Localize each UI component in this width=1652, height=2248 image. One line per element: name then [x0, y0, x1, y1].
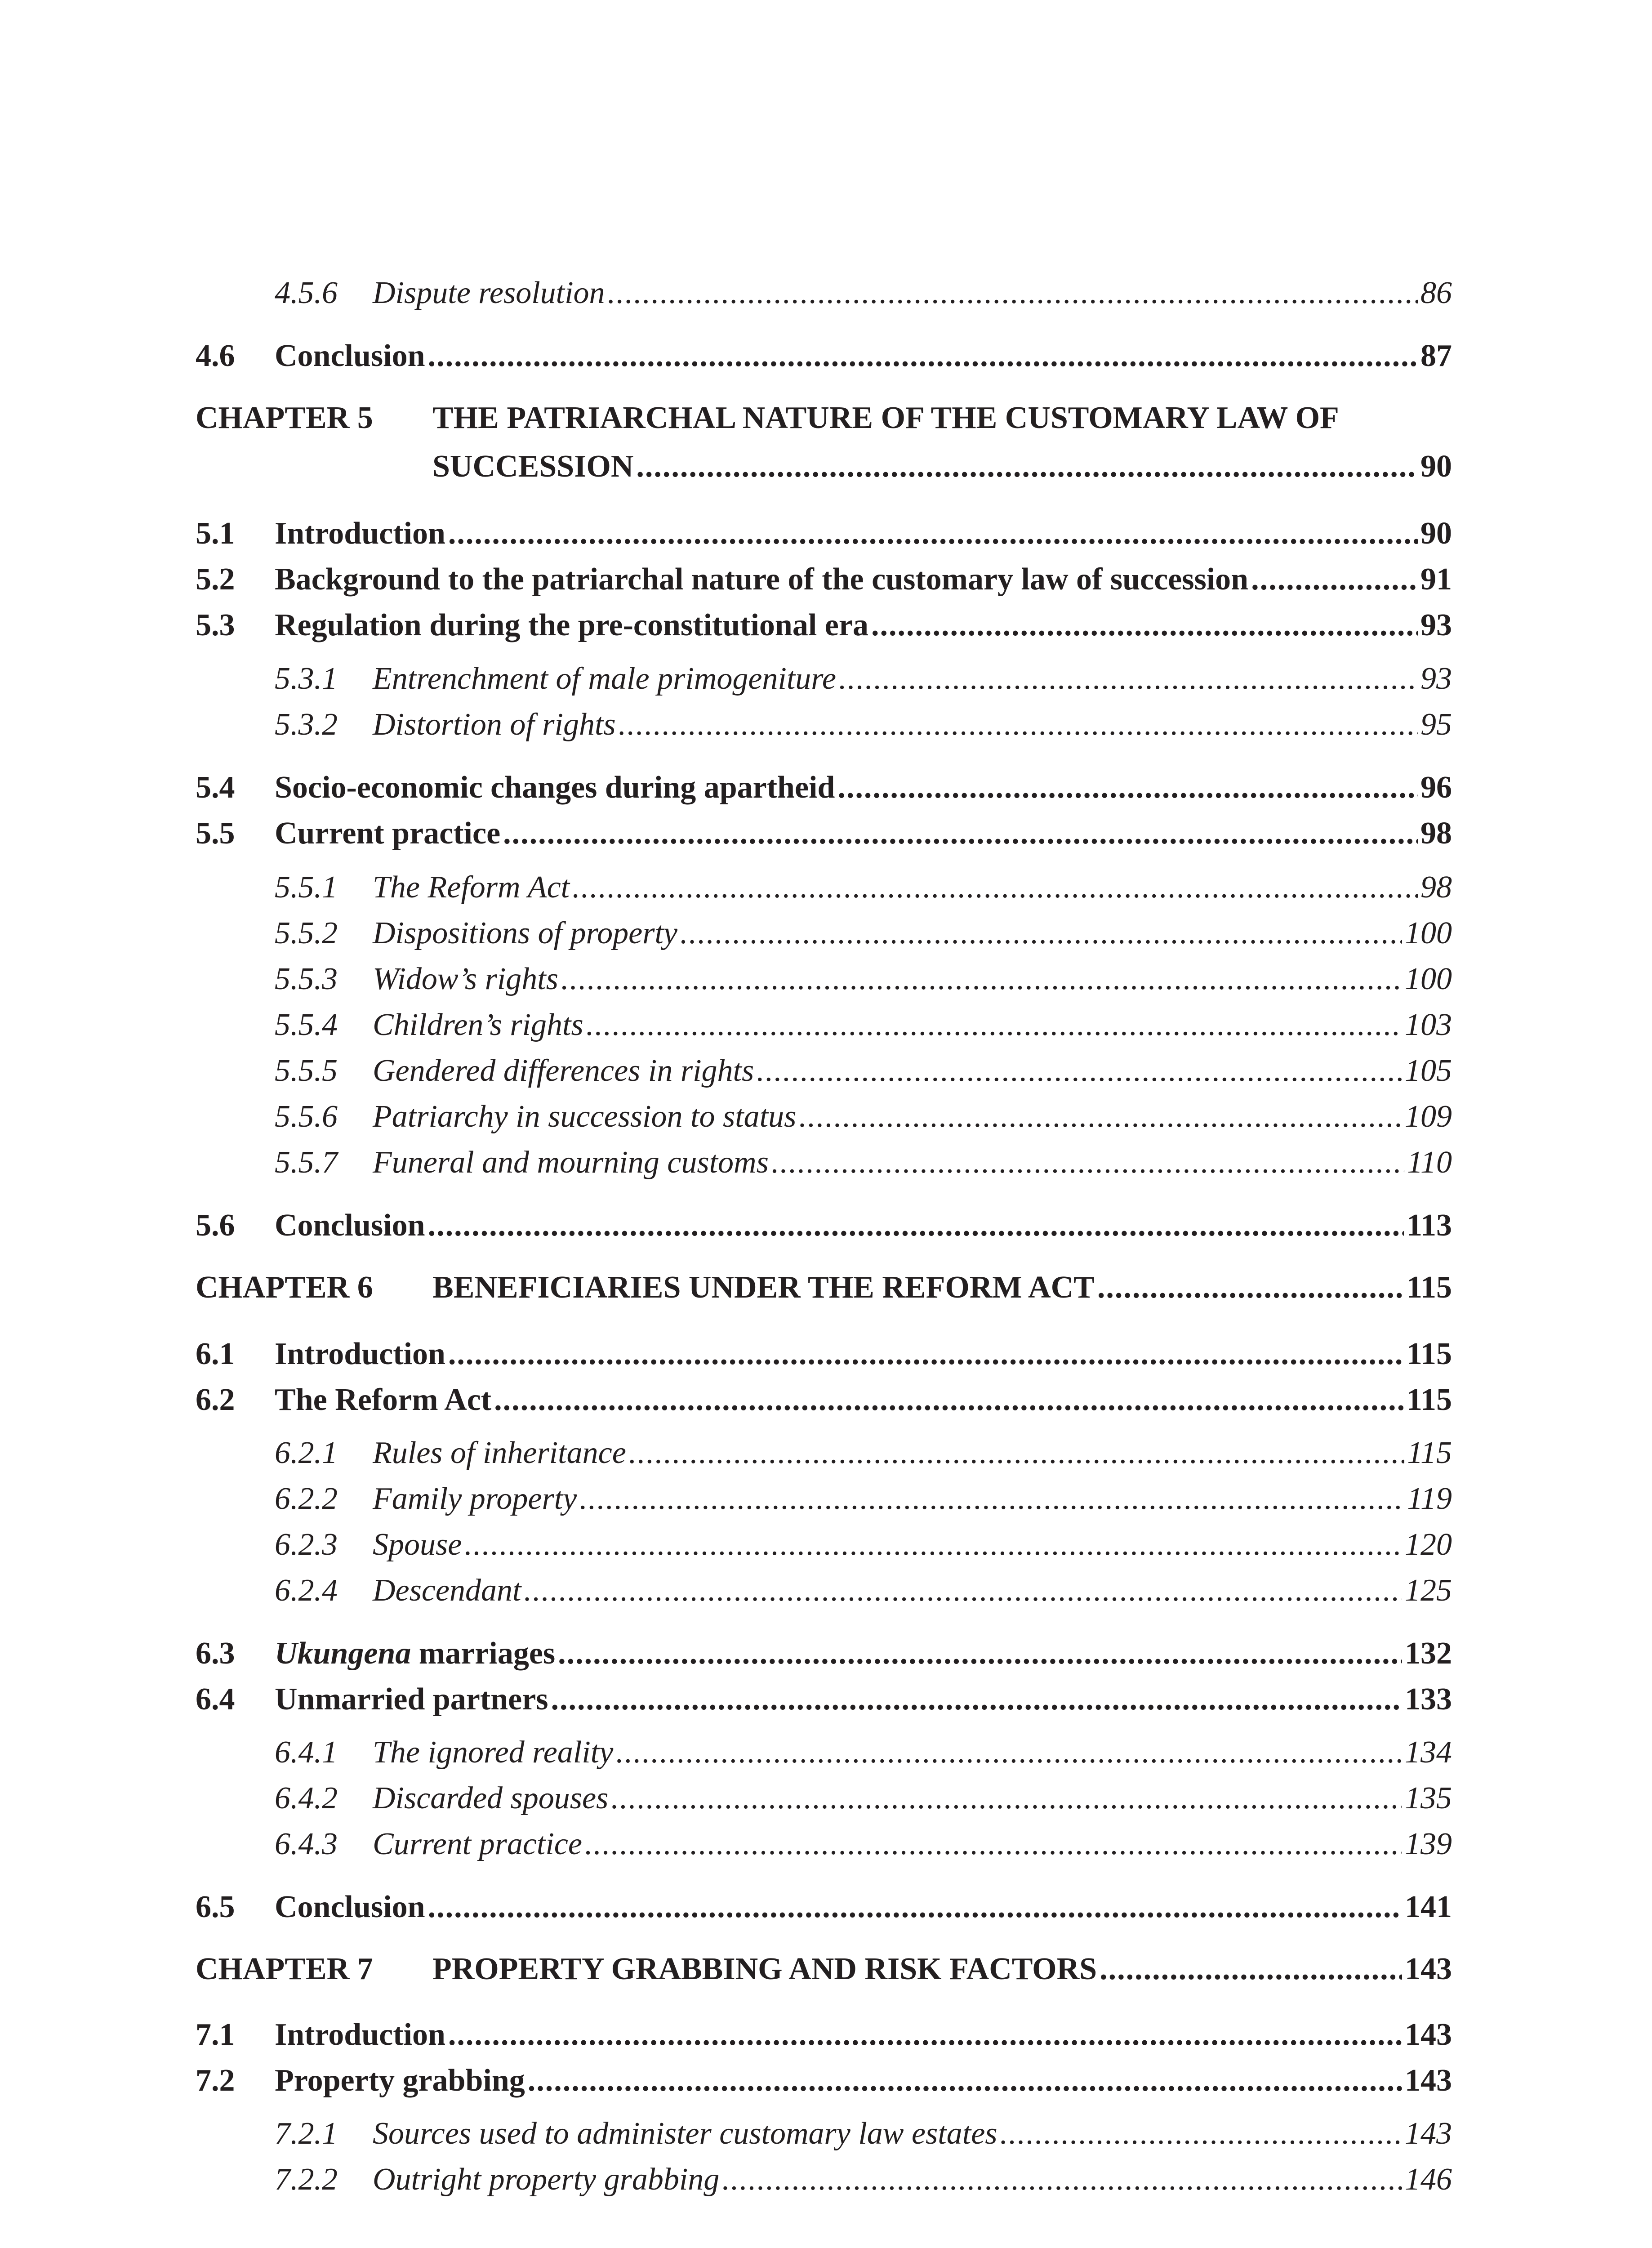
toc-chapter-entry[interactable]	[196, 1950, 1452, 1988]
toc-entry[interactable]	[196, 1635, 1452, 1673]
entry-page: 113	[1406, 1208, 1452, 1243]
toc-entry[interactable]	[196, 515, 1452, 553]
dot-leader	[616, 1734, 1402, 1771]
entry-title: Sources used to administer customary law estates	[373, 2116, 997, 2151]
entry-title: Background to the patriarchal nature of the customary law of succession	[275, 562, 1249, 597]
entry-number: 7.2	[196, 2063, 235, 2098]
toc-entry[interactable]	[196, 274, 1452, 312]
entry-number: 6.2	[196, 1383, 235, 1417]
toc-entry[interactable]	[196, 1526, 1452, 1564]
entry-number: 5.3.2	[275, 707, 338, 742]
entry-page: 143	[1405, 1952, 1452, 1986]
entry-page: 103	[1405, 1008, 1452, 1042]
dot-leader	[572, 869, 1418, 906]
entry-number: 6.2.2	[275, 1481, 338, 1516]
toc-entry[interactable]	[196, 561, 1452, 598]
dot-leader	[585, 1825, 1402, 1863]
toc-entry[interactable]	[196, 2016, 1452, 2054]
entry-title: Family property	[373, 1481, 577, 1516]
toc-entry[interactable]	[196, 914, 1452, 952]
dot-leader	[494, 1381, 1404, 1419]
toc-chapter-entry[interactable]	[196, 1269, 1452, 1307]
entry-title: Unmarried partners	[275, 1682, 548, 1717]
entry-page: 119	[1407, 1481, 1452, 1516]
entry-title: Introduction	[275, 2017, 445, 2052]
toc-entry[interactable]	[196, 337, 1452, 375]
entry-number: 6.5	[196, 1890, 235, 1924]
entry-page: 105	[1405, 1053, 1452, 1088]
entry-number: 4.6	[196, 339, 235, 373]
dot-leader	[503, 815, 1418, 852]
toc-entry[interactable]	[196, 1381, 1452, 1419]
entry-page: 93	[1420, 608, 1452, 642]
entry-title: Dispute resolution	[373, 276, 605, 310]
entry-number: 6.2.1	[275, 1436, 338, 1470]
toc-entry[interactable]	[196, 2115, 1452, 2153]
entry-title: Dispositions of property	[373, 916, 677, 950]
toc-entry[interactable]	[196, 2161, 1452, 2199]
dot-leader	[551, 1681, 1402, 1718]
toc-entry[interactable]	[196, 960, 1452, 998]
entry-page: 87	[1420, 339, 1452, 373]
entry-title: Conclusion	[275, 339, 425, 373]
entry-page: 110	[1407, 1145, 1452, 1180]
entry-title: Regulation during the pre-constitutional era	[275, 608, 868, 642]
entry-title-rest: marriages	[411, 1636, 556, 1671]
dot-leader	[561, 960, 1402, 998]
toc-entry[interactable]	[196, 1098, 1452, 1136]
dot-leader	[722, 2161, 1402, 2199]
entry-page: 90	[1420, 449, 1452, 484]
chapter-title-line2: SUCCESSION	[432, 449, 634, 484]
entry-number: 5.5.2	[275, 916, 338, 950]
entry-page: 141	[1405, 1890, 1452, 1924]
dot-leader	[799, 1098, 1402, 1136]
entry-title: Gendered differences in rights	[373, 1053, 754, 1088]
entry-title: Patriarchy in succession to status	[373, 1099, 797, 1134]
dot-leader	[448, 515, 1418, 553]
dot-leader	[524, 1572, 1402, 1610]
entry-page: 100	[1405, 916, 1452, 950]
dot-leader	[579, 1480, 1404, 1518]
dot-leader	[448, 2016, 1402, 2054]
dot-leader	[608, 274, 1418, 312]
entry-title: Discarded spouses	[373, 1781, 609, 1815]
entry-page: 91	[1420, 562, 1452, 597]
toc-entry[interactable]	[196, 1888, 1452, 1926]
entry-number: 5.4	[196, 770, 235, 805]
chapter-number: CHAPTER 5	[196, 401, 373, 435]
entry-page: 125	[1405, 1573, 1452, 1608]
entry-page: 115	[1406, 1270, 1452, 1305]
entry-number: 5.5.5	[275, 1053, 338, 1088]
dot-leader	[619, 706, 1418, 744]
dot-leader	[558, 1635, 1402, 1673]
toc-entry[interactable]	[196, 1734, 1452, 1771]
entry-page: 115	[1406, 1337, 1452, 1371]
toc-entry[interactable]	[196, 706, 1452, 744]
toc-entry[interactable]	[196, 1434, 1452, 1472]
entry-title: Distortion of rights	[373, 707, 616, 742]
toc-entry[interactable]	[196, 869, 1452, 906]
entry-number: 5.2	[196, 562, 235, 597]
chapter-title: PROPERTY GRABBING AND RISK FACTORS	[432, 1952, 1097, 1986]
entry-number: 5.6	[196, 1208, 235, 1243]
entry-page: 132	[1405, 1636, 1452, 1671]
dot-leader	[611, 1780, 1402, 1817]
entry-page: 96	[1420, 770, 1452, 805]
dot-leader	[528, 2062, 1402, 2100]
toc-entry[interactable]	[196, 1006, 1452, 1044]
toc-entry[interactable]	[196, 1335, 1452, 1373]
entry-title: Socio-economic changes during apartheid	[275, 770, 835, 805]
entry-title: Children’s rights	[373, 1008, 583, 1042]
entry-title: Descendant	[373, 1573, 521, 1608]
entry-title: Introduction	[275, 1337, 445, 1371]
entry-page: 134	[1405, 1735, 1452, 1770]
entry-title: Entrenchment of male primogeniture	[373, 661, 836, 696]
entry-page: 90	[1420, 516, 1452, 551]
entry-title: Conclusion	[275, 1208, 425, 1243]
entry-number: 6.2.4	[275, 1573, 338, 1608]
entry-number: 6.4.2	[275, 1781, 338, 1815]
entry-number: 5.1	[196, 516, 235, 551]
entry-title: The Reform Act	[275, 1383, 492, 1417]
entry-title: Property grabbing	[275, 2063, 525, 2098]
entry-page: 143	[1405, 2017, 1452, 2052]
toc-entry[interactable]	[196, 1825, 1452, 1863]
entry-number: 6.4.3	[275, 1827, 338, 1861]
toc-entry[interactable]	[196, 1144, 1452, 1182]
dot-leader	[586, 1006, 1402, 1044]
entry-number: 4.5.6	[275, 276, 338, 310]
entry-title: Rules of inheritance	[373, 1436, 626, 1470]
entry-title: Widow’s rights	[373, 962, 558, 996]
entry-number: 5.5	[196, 816, 235, 851]
entry-page: 98	[1420, 816, 1452, 851]
entry-page: 139	[1405, 1827, 1452, 1861]
dot-leader	[757, 1052, 1402, 1090]
entry-page: 98	[1420, 870, 1452, 905]
toc-entry[interactable]	[196, 607, 1452, 644]
entry-title: Outright property grabbing	[373, 2162, 720, 2197]
toc-entry[interactable]	[196, 1480, 1452, 1518]
toc-entry[interactable]	[196, 2062, 1452, 2100]
toc-entry[interactable]	[196, 1052, 1452, 1090]
entry-page: 120	[1405, 1527, 1452, 1562]
dot-leader	[839, 660, 1418, 698]
entry-page: 115	[1407, 1436, 1452, 1470]
entry-number: 5.5.3	[275, 962, 338, 996]
entry-title: The ignored reality	[373, 1735, 614, 1770]
entry-title: Funeral and mourning customs	[373, 1145, 769, 1180]
entry-number: 5.5.7	[275, 1145, 338, 1180]
dot-leader	[428, 1888, 1402, 1926]
entry-title: Current practice	[373, 1827, 582, 1861]
toc-entry[interactable]	[196, 1681, 1452, 1718]
dot-leader	[1097, 1269, 1404, 1307]
chapter-number: CHAPTER 6	[196, 1270, 373, 1305]
toc-entry[interactable]	[196, 815, 1452, 852]
dot-leader	[771, 1144, 1404, 1182]
dot-leader	[448, 1335, 1404, 1373]
entry-number: 5.3	[196, 608, 235, 642]
entry-page: 93	[1420, 661, 1452, 696]
chapter-title-line1: THE PATRIARCHAL NATURE OF THE CUSTOMARY LAW OF	[432, 401, 1339, 435]
entry-title: Spouse	[373, 1527, 462, 1562]
entry-page: 95	[1420, 707, 1452, 742]
entry-number: 7.2.1	[275, 2116, 338, 2151]
entry-page: 86	[1420, 276, 1452, 310]
entry-page: 143	[1405, 2063, 1452, 2098]
toc-entry[interactable]	[196, 1780, 1452, 1817]
entry-title	[275, 1635, 555, 1673]
entry-title-italic: Ukungena	[275, 1636, 411, 1671]
dot-leader	[1100, 1950, 1402, 1988]
toc-entry[interactable]	[196, 1207, 1452, 1244]
toc-entry[interactable]	[196, 660, 1452, 698]
dot-leader	[629, 1434, 1404, 1472]
dot-leader	[837, 769, 1418, 807]
entry-page: 109	[1405, 1099, 1452, 1134]
entry-page: 135	[1405, 1781, 1452, 1815]
entry-number: 7.1	[196, 2017, 235, 2052]
entry-title: Conclusion	[275, 1890, 425, 1924]
entry-page: 143	[1405, 2116, 1452, 2151]
entry-number: 5.3.1	[275, 661, 338, 696]
entry-number: 6.4.1	[275, 1735, 338, 1770]
entry-number: 5.5.1	[275, 870, 338, 905]
chapter-number: CHAPTER 7	[196, 1952, 373, 1986]
dot-leader	[464, 1526, 1402, 1564]
toc-chapter-entry[interactable]	[196, 399, 1452, 486]
dot-leader	[871, 607, 1418, 644]
entry-number: 7.2.2	[275, 2162, 338, 2197]
entry-title: The Reform Act	[373, 870, 570, 905]
entry-page: 115	[1406, 1383, 1452, 1417]
entry-title: Current practice	[275, 816, 501, 851]
toc-entry[interactable]	[196, 769, 1452, 807]
entry-number: 5.5.6	[275, 1099, 338, 1134]
dot-leader	[680, 914, 1402, 952]
entry-title: Introduction	[275, 516, 445, 551]
entry-page: 146	[1405, 2162, 1452, 2197]
chapter-title: BENEFICIARIES UNDER THE REFORM ACT	[432, 1270, 1095, 1305]
dot-leader	[428, 337, 1418, 375]
entry-number: 6.2.3	[275, 1527, 338, 1562]
dot-leader	[428, 1207, 1404, 1244]
dot-leader	[1251, 561, 1418, 598]
entry-page: 100	[1405, 962, 1452, 996]
dot-leader	[1000, 2115, 1402, 2153]
dot-leader	[636, 448, 1418, 486]
entry-page: 133	[1405, 1682, 1452, 1717]
entry-number: 6.4	[196, 1682, 235, 1717]
entry-number: 6.1	[196, 1337, 235, 1371]
entry-number: 5.5.4	[275, 1008, 338, 1042]
toc-entry[interactable]	[196, 1572, 1452, 1610]
entry-number: 6.3	[196, 1636, 235, 1671]
